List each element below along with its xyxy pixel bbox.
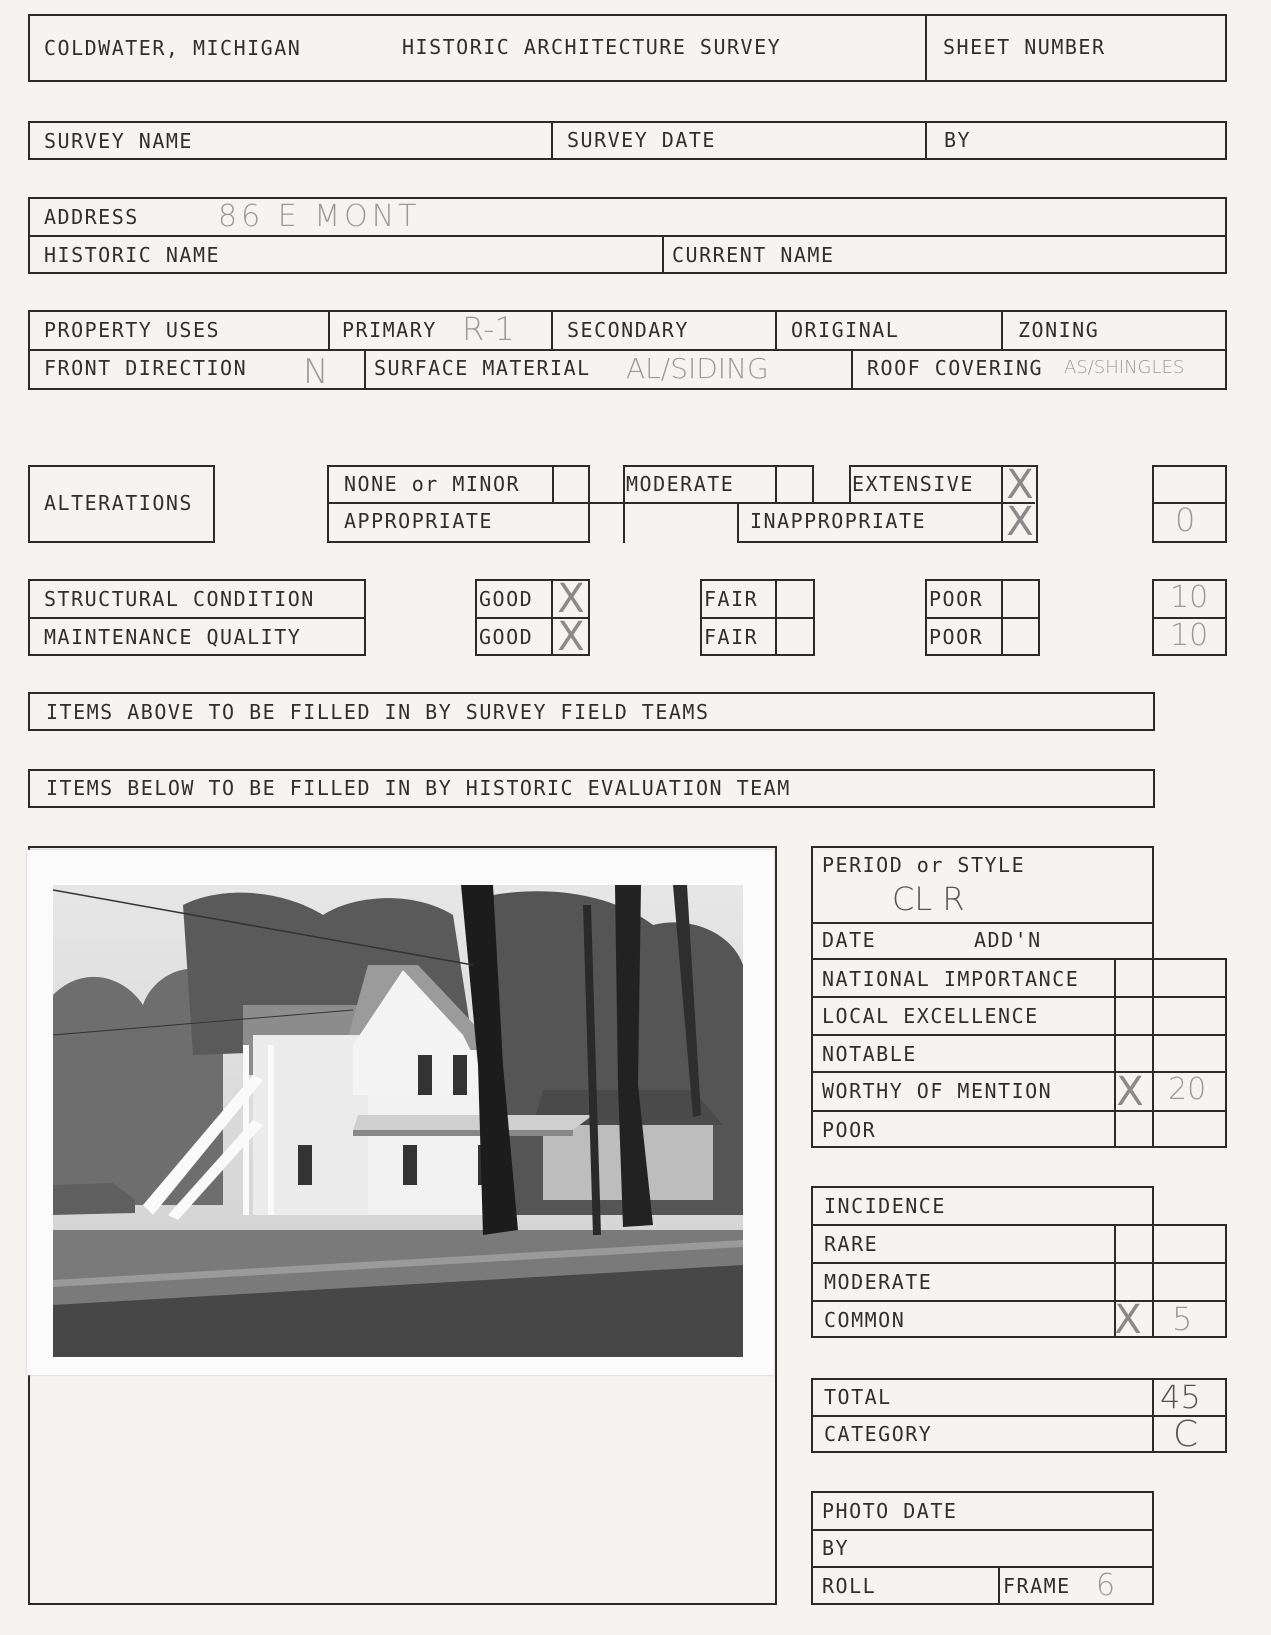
surface-material-value: AL/SIDING <box>626 352 769 385</box>
date-label: DATE <box>822 928 877 952</box>
structural-poor-label: POOR <box>929 587 984 611</box>
structural-fair-label: FAIR <box>704 587 759 611</box>
common-label: COMMON <box>824 1308 906 1332</box>
city-label: COLDWATER, MICHIGAN <box>44 36 302 60</box>
local-excellence-label: LOCAL EXCELLENCE <box>822 1004 1039 1028</box>
alterations-score: 0 <box>1175 501 1196 539</box>
photo-mount <box>27 850 774 1375</box>
inappropriate-check: X <box>1006 499 1034 545</box>
secondary-label: SECONDARY <box>567 318 689 342</box>
period-style-value: CL R <box>892 880 965 918</box>
surface-material-label: SURFACE MATERIAL <box>374 356 591 380</box>
incidence-label: INCIDENCE <box>824 1194 946 1218</box>
photo-by-label: BY <box>822 1536 850 1560</box>
alterations-label: ALTERATIONS <box>44 491 193 515</box>
poor-label: POOR <box>822 1118 877 1142</box>
total-value: 45 <box>1160 1378 1201 1416</box>
maintenance-good-check: X <box>557 614 585 660</box>
structural-good-label: GOOD <box>479 587 534 611</box>
moderate-label: MODERATE <box>626 472 735 496</box>
roof-covering-label: ROOF COVERING <box>867 356 1044 380</box>
national-importance-label: NATIONAL IMPORTANCE <box>822 967 1080 991</box>
survey-name-label: SURVEY NAME <box>44 129 193 153</box>
current-name-label: CURRENT NAME <box>672 243 835 267</box>
field-teams-note: ITEMS ABOVE TO BE FILLED IN BY SURVEY FIELD TEAMS <box>46 700 710 724</box>
sheet-number-label: SHEET NUMBER <box>943 35 1106 59</box>
category-value: C <box>1173 1414 1199 1455</box>
period-style-label: PERIOD or STYLE <box>822 853 1026 877</box>
category-label: CATEGORY <box>824 1422 933 1446</box>
house-photo <box>53 885 743 1357</box>
moderate-incidence-label: MODERATE <box>824 1270 933 1294</box>
original-label: ORIGINAL <box>791 318 900 342</box>
roof-covering-value: AS/SHINGLES <box>1064 357 1185 378</box>
maintenance-score: 10 <box>1170 618 1209 653</box>
extensive-label: EXTENSIVE <box>852 472 974 496</box>
total-label: TOTAL <box>824 1385 892 1409</box>
zoning-label: ZONING <box>1018 318 1100 342</box>
maintenance-fair-label: FAIR <box>704 625 759 649</box>
survey-by-label: BY <box>944 128 972 152</box>
extensive-check: X <box>1006 462 1034 508</box>
inappropriate-label: INAPPROPRIATE <box>750 509 927 533</box>
maintenance-quality-label: MAINTENANCE QUALITY <box>44 625 302 649</box>
address-value: 86 E MONT <box>218 199 421 234</box>
roll-label: ROLL <box>822 1574 877 1598</box>
front-direction-label: FRONT DIRECTION <box>44 356 248 380</box>
maintenance-poor-label: POOR <box>929 625 984 649</box>
frame-value: 6 <box>1096 1568 1116 1603</box>
primary-label: PRIMARY <box>342 318 437 342</box>
front-direction-value: N <box>303 352 329 392</box>
frame-label: FRAME <box>1003 1574 1071 1598</box>
maintenance-good-label: GOOD <box>479 625 534 649</box>
survey-date-label: SURVEY DATE <box>567 128 716 152</box>
appropriate-label: APPROPRIATE <box>344 509 493 533</box>
structural-condition-label: STRUCTURAL CONDITION <box>44 587 315 611</box>
worthy-check: X <box>1116 1069 1144 1115</box>
addn-label: ADD'N <box>974 928 1042 952</box>
common-score: 5 <box>1172 1300 1193 1338</box>
none-minor-label: NONE or MINOR <box>344 472 521 496</box>
historic-name-label: HISTORIC NAME <box>44 243 221 267</box>
evaluation-note: ITEMS BELOW TO BE FILLED IN BY HISTORIC EVALUATION TEAM <box>46 776 791 800</box>
form-title: HISTORIC ARCHITECTURE SURVEY <box>402 35 782 59</box>
primary-value: R-1 <box>462 310 515 348</box>
address-label: ADDRESS <box>44 205 139 229</box>
notable-label: NOTABLE <box>822 1042 917 1066</box>
worthy-of-mention-label: WORTHY OF MENTION <box>822 1079 1053 1103</box>
photo-date-label: PHOTO DATE <box>822 1499 958 1523</box>
structural-good-check: X <box>557 576 585 622</box>
property-uses-label: PROPERTY USES <box>44 318 221 342</box>
structural-score: 10 <box>1170 580 1209 615</box>
common-check: X <box>1114 1297 1142 1343</box>
rare-label: RARE <box>824 1232 879 1256</box>
worthy-score: 20 <box>1168 1072 1207 1107</box>
